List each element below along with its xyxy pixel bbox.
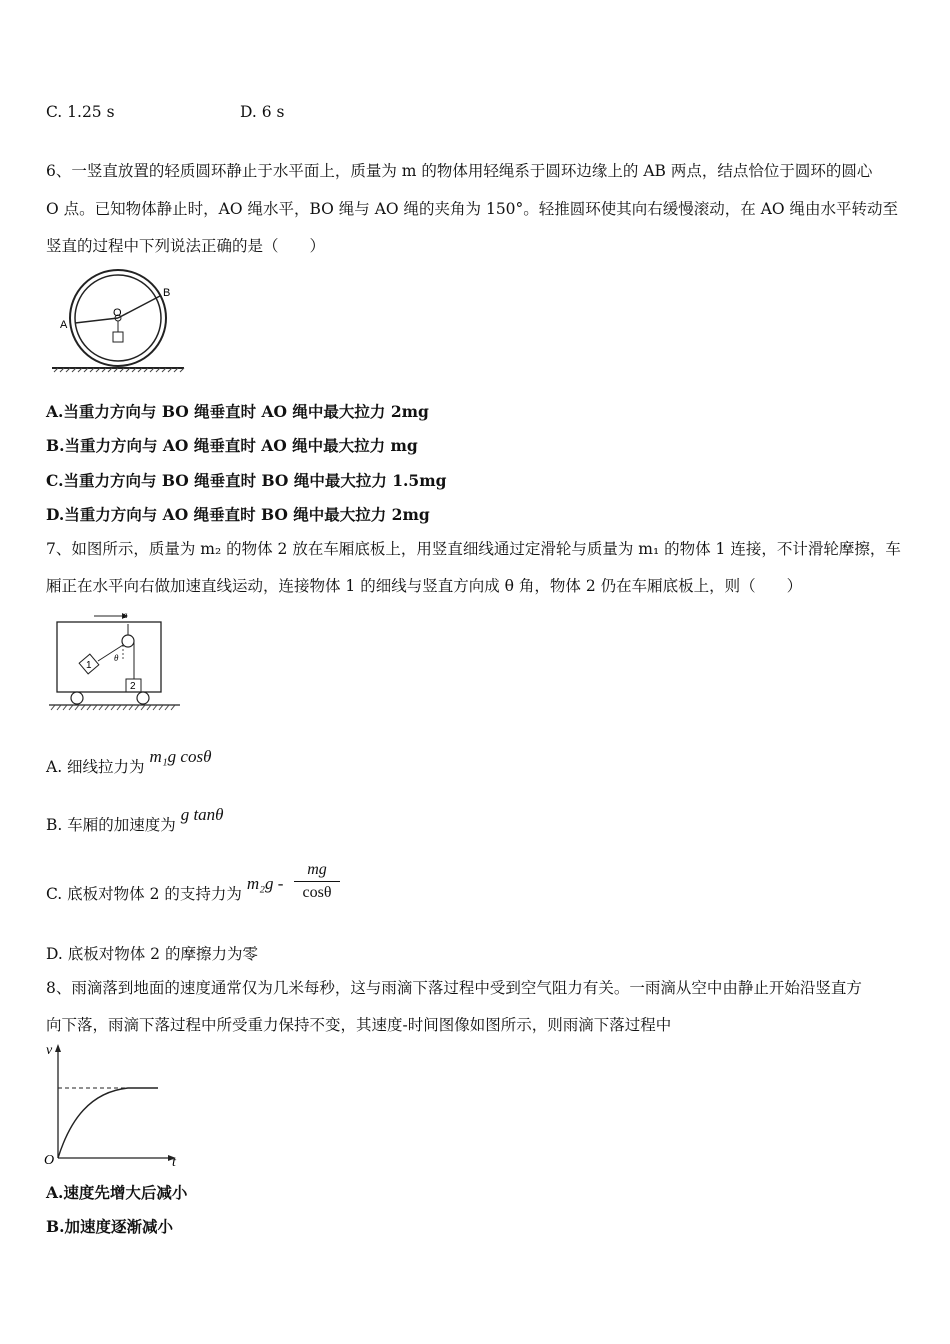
label-a: A: [60, 319, 68, 331]
q8-vt-graph: [40, 1040, 190, 1172]
option-c-prev: C. 1.25 s: [46, 103, 115, 121]
q7-line1: 7、如图所示，质量为 m₂ 的物体 2 放在车厢底板上，用竖直细线通过定滑轮与质量为 m₁ 的物体 1 连接，不计滑轮摩擦，车: [46, 540, 901, 558]
q7-option-b-text: B. 车厢的加速度为: [46, 816, 176, 834]
q8-option-a[interactable]: A.速度先增大后减小: [46, 1183, 188, 1202]
q6-option-c[interactable]: C.当重力方向与 BO 绳垂直时 BO 绳中最大拉力 1.5mg: [46, 471, 447, 490]
label-b: B: [163, 287, 171, 299]
q7-option-c-text: C. 底板对物体 2 的支持力为: [46, 885, 242, 903]
q6-option-b[interactable]: B.当重力方向与 AO 绳垂直时 AO 绳中最大拉力 mg: [46, 436, 418, 455]
origin-o: O: [44, 1153, 55, 1168]
axis-t: t: [172, 1155, 176, 1170]
q6-line2: O 点。已知物体静止时，AO 绳水平，BO 绳与 AO 绳的夹角为 150°。轻推圆环使其向右缓慢滚动，在 AO 绳由水平转动至: [46, 200, 899, 218]
q7-option-c-fraction: [294, 861, 340, 902]
label-block1: 1: [86, 660, 92, 671]
q7-cart-figure: [46, 608, 186, 716]
q7-option-a[interactable]: [46, 747, 212, 777]
label-accel: a: [123, 610, 128, 620]
q7-option-d[interactable]: D. 底板对物体 2 的摩擦力为零: [46, 945, 258, 963]
q7-option-a-text: A. 细线拉力为: [46, 758, 145, 776]
label-theta: θ: [114, 653, 119, 663]
q8-line2: 向下落，雨滴下落过程中所受重力保持不变，其速度-时间图像如图所示，则雨滴下落过程中: [46, 1016, 672, 1034]
q7-option-a-expr: m₁g cosθ: [149, 747, 212, 766]
q8-option-b[interactable]: B.加速度逐渐减小: [46, 1217, 173, 1236]
q7-option-c-expr: m₂g -: [246, 874, 284, 893]
q7-option-b-expr: g tanθ: [180, 805, 224, 824]
q6-option-d[interactable]: D.当重力方向与 AO 绳垂直时 BO 绳中最大拉力 2mg: [46, 505, 430, 524]
label-block2: 2: [130, 681, 136, 692]
q7-option-c[interactable]: [46, 874, 284, 904]
frac-numerator: mg: [307, 861, 327, 878]
q6-option-a[interactable]: A.当重力方向与 BO 绳垂直时 AO 绳中最大拉力 2mg: [46, 402, 429, 421]
q8-line1: 8、雨滴落到地面的速度通常仅为几米每秒，这与雨滴下落过程中受到空气阻力有关。一雨滴从空中由静止开始沿竖直方: [46, 979, 862, 997]
option-d-prev: D. 6 s: [240, 103, 285, 121]
label-o: O: [113, 307, 122, 319]
frac-denominator: cosθ: [294, 881, 340, 902]
axis-v: v: [46, 1043, 53, 1058]
q6-line1: 6、一竖直放置的轻质圆环静止于水平面上，质量为 m 的物体用轻绳系于圆环边缘上的 AB 两点，结点恰位于圆环的圆心: [46, 162, 873, 180]
q7-option-b[interactable]: [46, 805, 224, 835]
q6-line3: 竖直的过程中下列说法正确的是（ ）: [46, 237, 326, 255]
q7-line2: 厢正在水平向右做加速直线运动，连接物体 1 的细线与竖直方向成 θ 角，物体 2 仍在车厢底板上，则（ ）: [46, 577, 803, 595]
q6-ring-figure: [50, 268, 190, 376]
